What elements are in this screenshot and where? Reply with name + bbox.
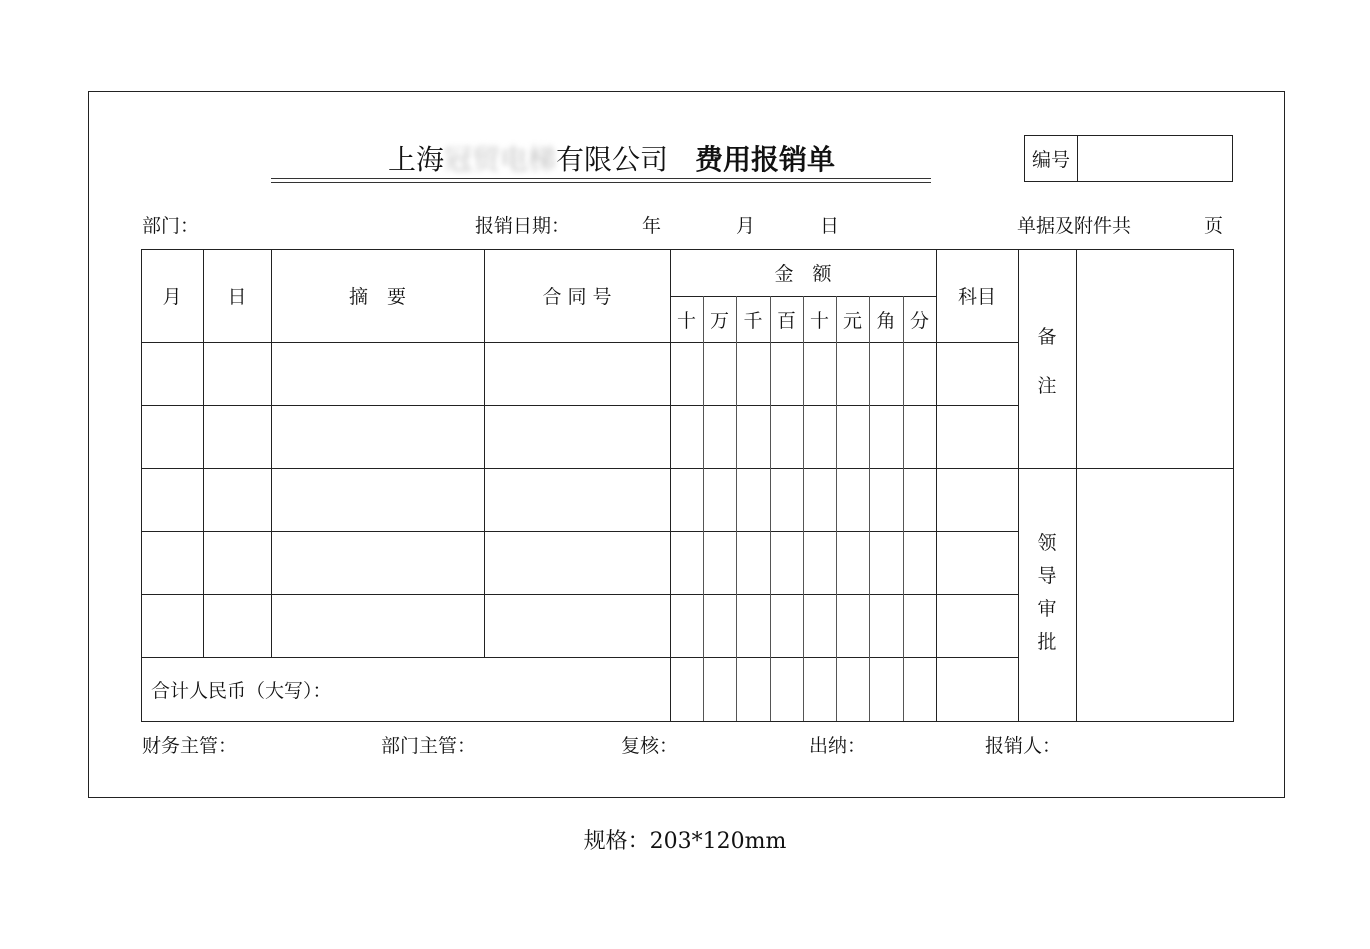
digit-line <box>836 296 837 721</box>
cashier-label: 出纳： <box>809 735 867 757</box>
department-supervisor-label: 部门主管： <box>381 735 477 757</box>
approval-char: 审 <box>1037 598 1057 620</box>
total-rmb-label: 合计人民币（大写）： <box>151 680 332 702</box>
unit-thousand: 千 <box>743 310 763 332</box>
row-line <box>141 531 1018 532</box>
attachments-label: 单据及附件共 <box>1017 215 1132 237</box>
digit-line <box>869 296 870 721</box>
row-line <box>141 594 1018 595</box>
serial-number-box <box>1024 135 1233 182</box>
digit-line <box>903 296 904 721</box>
row-line <box>141 468 1234 469</box>
header-day: 日 <box>227 286 247 308</box>
finance-supervisor-label: 财务主管： <box>142 735 238 757</box>
serial-number-field[interactable] <box>1078 136 1232 181</box>
title-prefix: 上海 <box>388 143 445 176</box>
claimant-label: 报销人： <box>985 735 1062 757</box>
table-border-right <box>1233 249 1234 721</box>
title-underline-top <box>271 178 931 179</box>
table-border-bottom <box>141 721 1234 722</box>
digit-line <box>770 296 771 721</box>
row-line <box>141 405 1018 406</box>
remarks-char: 注 <box>1037 375 1057 397</box>
year-label: 年 <box>642 215 662 237</box>
form-title-name: 费用报销单 <box>695 143 836 176</box>
row-line <box>141 342 1018 343</box>
header-summary: 摘 要 <box>348 286 406 308</box>
spec-caption: 规格：203*120mm <box>583 829 787 854</box>
month-label: 月 <box>736 215 756 237</box>
header-subject: 科目 <box>957 286 996 308</box>
unit-ten: 十 <box>809 310 829 332</box>
title-underline-bottom <box>271 182 931 183</box>
approval-char: 批 <box>1037 631 1057 653</box>
title-company-suffix: 有限公司 <box>556 143 669 176</box>
approval-label <box>1018 528 1076 654</box>
remarks-char: 备 <box>1037 326 1057 348</box>
unit-ten-thousand: 万 <box>709 310 729 332</box>
digit-line <box>736 296 737 721</box>
title-blurred-name: 冠贸电梯 <box>444 143 557 176</box>
department-label: 部门： <box>142 215 200 237</box>
row-line <box>141 657 1018 658</box>
header-contract-no: 合 同 号 <box>542 286 612 308</box>
day-label: 日 <box>820 215 840 237</box>
serial-number-label: 编号 <box>1025 136 1078 181</box>
reviewer-label: 复核： <box>621 735 679 757</box>
header-month: 月 <box>162 286 182 308</box>
unit-ten-thousand-tens: 十 <box>676 310 696 332</box>
pages-label: 页 <box>1204 215 1224 237</box>
unit-hundred: 百 <box>776 310 796 332</box>
col-line-remarks-content <box>1076 249 1077 721</box>
header-amount: 金 额 <box>774 263 832 285</box>
unit-yuan: 元 <box>842 310 862 332</box>
digit-line <box>803 296 804 721</box>
approval-char: 导 <box>1037 565 1057 587</box>
remarks-label <box>1018 322 1076 398</box>
date-label: 报销日期： <box>475 215 571 237</box>
approval-char: 领 <box>1037 532 1057 554</box>
form-title-company <box>388 142 668 178</box>
digit-line <box>703 296 704 721</box>
unit-jiao: 角 <box>876 310 896 332</box>
unit-fen: 分 <box>909 310 929 332</box>
